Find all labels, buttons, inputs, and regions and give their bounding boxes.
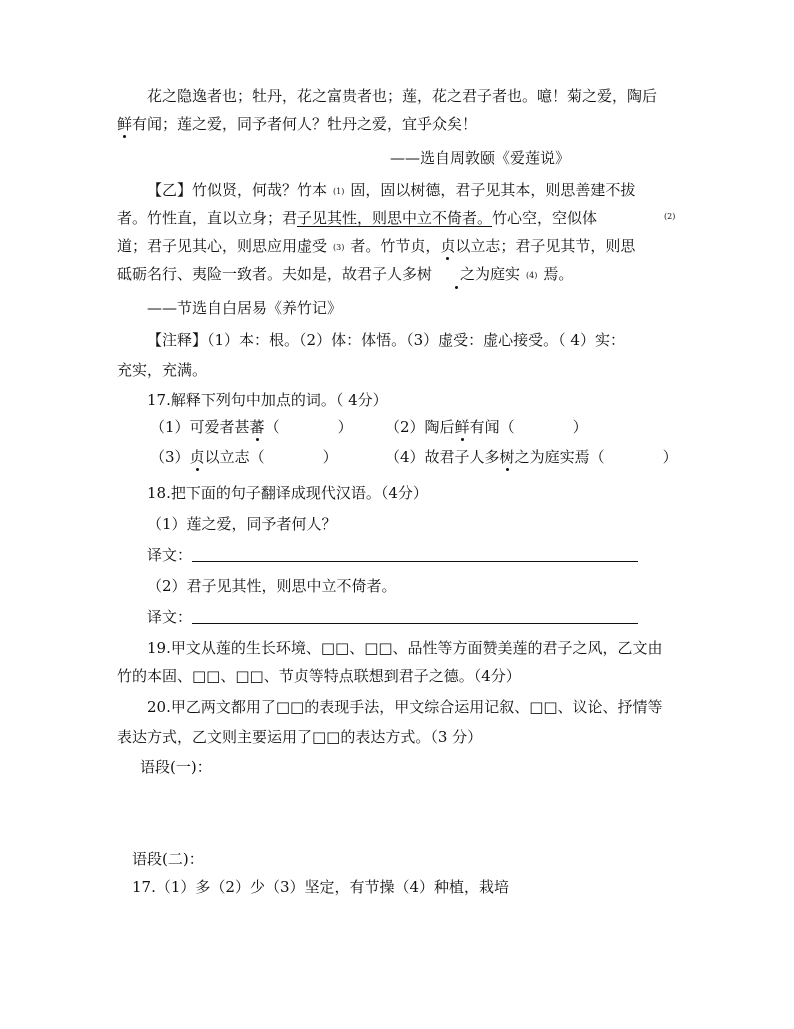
answer-17: 17.（1）多（2）少（3）坚定，有节操（4）种植，栽培 <box>132 878 510 896</box>
q17-item-text: （1）可爱者甚 <box>150 418 250 436</box>
passage-b-line-1 <box>147 180 635 202</box>
q17-item-text: ） <box>337 418 353 436</box>
notes-line-1: 【注释】（1）本：根。（2）体：体悟。（3）虚受：虚心接受。（ 4）实： <box>147 331 625 349</box>
q17-item-text: 有闻（ <box>469 418 515 436</box>
q19-line-2: 竹的本固、□□、□□、节贞等特点联想到君子之德。（4分） <box>117 667 521 685</box>
q18-sentence-1: （1）莲之爱，同予者何人？ <box>147 515 337 533</box>
footnote-marker-1: (1) <box>333 187 345 196</box>
dotted-char: 贞 <box>189 448 205 466</box>
notes-line-2: 充实，充满。 <box>117 361 208 379</box>
passage-b-text: 焉。 <box>543 265 574 283</box>
q19-line-1: 19.甲文从莲的生长环境、□□、□□、品性等方面赞美莲的君子之风，乙文由 <box>147 639 663 657</box>
answer-segment-2-label: 语段(二)： <box>132 850 204 868</box>
dotted-char: 鲜 <box>454 418 470 436</box>
passage-b-line-2 <box>117 208 597 228</box>
answer-segment-1-label: 语段(一)： <box>140 758 212 776</box>
passage-b-text: 固，固以树德，君子见其本，则思善建不拔 <box>350 181 636 199</box>
q17-item-text: （3） <box>150 448 190 466</box>
q20-line-2: 表达方式，乙文则主要运用了□□的表达方式。（3 分） <box>117 728 483 746</box>
passage-b-text: 以立志；君子见其节，则思 <box>455 237 636 255</box>
q17-item-1 <box>150 417 353 437</box>
q17-item-text: 之为庭实焉（ <box>514 448 605 466</box>
q18-translation-label-1: 译文： <box>147 546 193 564</box>
passage-a-line-2-text: 有闻；莲之爱，同予者何人？牡丹之爱，宜乎众矣！ <box>132 115 478 133</box>
dotted-char: 蕃 <box>249 418 265 436</box>
q17-item-2 <box>385 417 588 437</box>
passage-a-source: ——选自周敦颐《爱莲说》 <box>390 149 571 167</box>
translation-answer-line-2[interactable] <box>192 623 638 624</box>
dotted-char: 贞 <box>440 237 456 255</box>
footnote-marker-4: (4) <box>526 271 538 280</box>
translation-answer-line-1[interactable] <box>192 561 638 562</box>
passage-a-line-2 <box>117 114 477 134</box>
dotted-char: 树 <box>499 448 515 466</box>
q17-item-text: （4）故君子人多 <box>385 448 500 466</box>
q17-item-3 <box>150 447 338 467</box>
q18-sentence-2: （2）君子见其性，则思中立不倚者。 <box>147 577 397 595</box>
passage-b-text: 之为庭实 <box>460 265 521 283</box>
passage-a-line-1: 花之隐逸者也；牡丹，花之富贵者也；莲，花之君子者也。噫！菊之爱，陶后 <box>147 87 658 105</box>
q18-title: 18.把下面的句子翻译成现代汉语。（4分） <box>147 484 428 502</box>
q17-item-text: ） <box>322 448 338 466</box>
q20-line-1: 20.甲乙两文都用了□□的表现手法，甲文综合运用记叙、□□、议论、抒情等 <box>147 698 663 716</box>
q17-item-text: ） <box>572 418 588 436</box>
passage-b-text: 竹心空，空似体 <box>492 209 598 227</box>
q17-title: 17.解释下列句中加点的词。（ 4分） <box>147 391 388 409</box>
q18-translation-label-2: 译文： <box>147 608 193 626</box>
passage-b-line-3 <box>117 236 635 258</box>
passage-b-text: 砥砺名行、夷险一致者。夫如是，故君子人多树 <box>117 265 433 283</box>
underlined-sentence: 子见其性，则思中立不倚者。 <box>297 209 493 227</box>
q17-item-text: （ <box>264 418 280 436</box>
footnote-marker-2: (2) <box>664 212 676 221</box>
passage-b-text: 【乙】竹似贤，何哉？竹本 <box>147 181 328 199</box>
passage-b-text: 道；君子见其心，则思应用虚受 <box>117 237 328 255</box>
emphasis-dot <box>455 286 458 289</box>
passage-b-text: 者。竹性直，直以立身；君 <box>117 209 298 227</box>
passage-b-line-4 <box>117 264 573 286</box>
passage-b-source: ——节选自白居易《养竹记》 <box>147 299 343 317</box>
footnote-marker-3: (3) <box>333 243 345 252</box>
q17-item-4 <box>385 447 678 467</box>
q17-item-text: ） <box>662 448 678 466</box>
passage-b-text: 者。竹节贞， <box>350 237 441 255</box>
q17-item-text: （2）陶后 <box>385 418 455 436</box>
dotted-char: 鲜 <box>117 115 133 133</box>
q17-item-text: 以立志（ <box>204 448 265 466</box>
